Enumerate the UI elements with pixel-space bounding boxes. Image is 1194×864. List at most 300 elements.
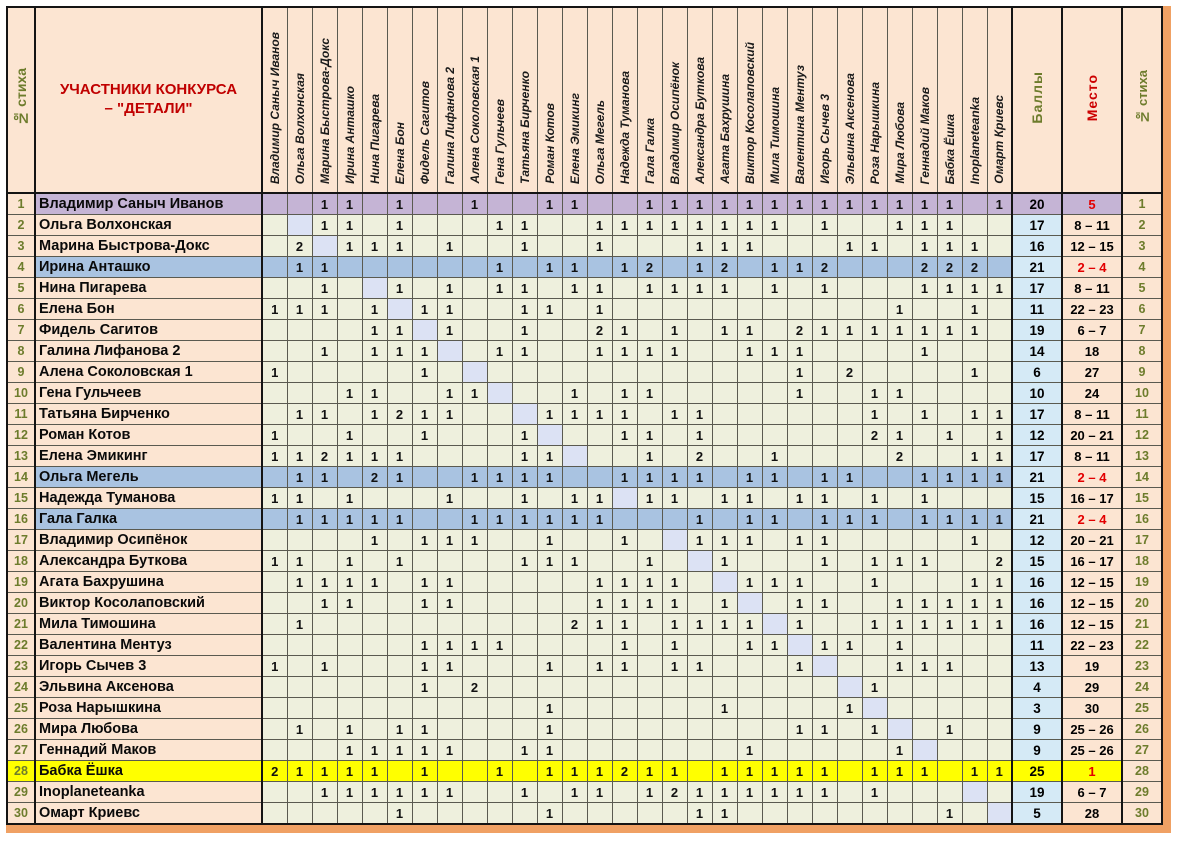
vote-cell xyxy=(537,215,562,236)
vote-cell xyxy=(462,446,487,467)
vote-cell xyxy=(962,677,987,698)
participant-name: Владимир Осипёнок xyxy=(35,530,262,551)
vote-cell xyxy=(437,614,462,635)
vote-cell: 2 xyxy=(612,761,637,782)
vote-cell: 1 xyxy=(737,488,762,509)
vote-cell xyxy=(862,278,887,299)
vote-cell xyxy=(487,320,512,341)
vote-cell: 1 xyxy=(387,740,412,761)
vote-cell: 1 xyxy=(712,593,737,614)
vote-cell: 1 xyxy=(962,761,987,782)
vote-cell: 1 xyxy=(412,677,437,698)
vote-cell: 1 xyxy=(587,593,612,614)
row-number-right: 16 xyxy=(1122,509,1162,530)
vote-cell xyxy=(762,362,787,383)
vote-cell xyxy=(787,278,812,299)
vote-cell xyxy=(787,509,812,530)
vote-cell xyxy=(912,740,937,761)
vote-cell xyxy=(937,572,962,593)
vote-cell: 1 xyxy=(862,193,887,215)
vote-cell: 2 xyxy=(262,761,287,782)
vote-cell: 1 xyxy=(512,215,537,236)
vote-cell xyxy=(462,257,487,278)
vote-cell xyxy=(512,383,537,404)
vote-cell xyxy=(762,593,787,614)
vote-cell: 1 xyxy=(912,761,937,782)
participant-name: Гена Гульчеев xyxy=(35,383,262,404)
vote-cell xyxy=(537,677,562,698)
vote-cell xyxy=(862,803,887,825)
vote-cell: 1 xyxy=(387,467,412,488)
table-row xyxy=(7,761,1162,782)
vote-cell xyxy=(812,383,837,404)
vote-cell xyxy=(862,698,887,719)
poem-number-header-right xyxy=(1122,7,1162,193)
vote-cell xyxy=(487,593,512,614)
vote-cell xyxy=(987,299,1012,320)
vote-cell: 1 xyxy=(437,782,462,803)
vote-cell: 1 xyxy=(562,257,587,278)
participant-header-label: Елена Бон xyxy=(392,121,407,184)
vote-cell: 1 xyxy=(387,236,412,257)
vote-cell xyxy=(462,299,487,320)
vote-cell: 1 xyxy=(287,761,312,782)
row-number-left: 27 xyxy=(7,740,35,761)
vote-cell xyxy=(312,698,337,719)
vote-cell xyxy=(987,320,1012,341)
vote-cell: 1 xyxy=(562,551,587,572)
participant-name: Надежда Туманова xyxy=(35,488,262,509)
vote-cell xyxy=(612,193,637,215)
vote-cell xyxy=(487,803,512,825)
vote-cell xyxy=(887,782,912,803)
vote-cell xyxy=(762,677,787,698)
vote-cell: 1 xyxy=(412,761,437,782)
vote-cell xyxy=(712,467,737,488)
vote-cell: 1 xyxy=(287,446,312,467)
vote-cell: 1 xyxy=(387,719,412,740)
vote-cell xyxy=(962,782,987,803)
vote-cell: 1 xyxy=(662,572,687,593)
place-column-header-label: Место xyxy=(1084,73,1100,122)
vote-cell xyxy=(662,236,687,257)
vote-cell xyxy=(712,719,737,740)
vote-cell xyxy=(487,551,512,572)
row-number-right: 9 xyxy=(1122,362,1162,383)
vote-cell xyxy=(287,782,312,803)
vote-cell: 1 xyxy=(487,761,512,782)
vote-cell: 1 xyxy=(587,572,612,593)
vote-cell xyxy=(887,236,912,257)
vote-cell: 1 xyxy=(437,278,462,299)
vote-cell xyxy=(837,614,862,635)
vote-cell xyxy=(387,572,412,593)
vote-cell xyxy=(437,341,462,362)
vote-cell xyxy=(862,530,887,551)
vote-cell xyxy=(337,362,362,383)
participant-header-label: Мила Тимошина xyxy=(767,86,782,184)
vote-cell: 1 xyxy=(562,488,587,509)
participant-header-label: Валентина Ментуз xyxy=(792,64,807,184)
vote-cell xyxy=(287,593,312,614)
score-cell: 16 xyxy=(1012,593,1062,614)
vote-cell xyxy=(762,299,787,320)
vote-cell xyxy=(587,362,612,383)
table-row xyxy=(7,782,1162,803)
vote-cell xyxy=(737,362,762,383)
vote-cell xyxy=(412,383,437,404)
vote-cell xyxy=(737,656,762,677)
vote-cell xyxy=(712,299,737,320)
vote-cell: 1 xyxy=(712,782,737,803)
vote-cell: 1 xyxy=(687,193,712,215)
vote-cell xyxy=(462,740,487,761)
vote-cell xyxy=(312,677,337,698)
participant-header xyxy=(562,7,587,193)
vote-cell xyxy=(712,656,737,677)
vote-cell xyxy=(987,782,1012,803)
vote-cell: 1 xyxy=(762,215,787,236)
vote-cell: 1 xyxy=(362,446,387,467)
participant-header-label: Роман Котов xyxy=(542,103,557,184)
vote-cell: 1 xyxy=(862,761,887,782)
vote-cell: 1 xyxy=(712,551,737,572)
participant-header xyxy=(812,7,837,193)
vote-cell: 1 xyxy=(387,320,412,341)
vote-cell: 1 xyxy=(387,803,412,825)
vote-cell: 1 xyxy=(687,803,712,825)
row-number-right: 2 xyxy=(1122,215,1162,236)
place-cell: 20 – 21 xyxy=(1062,530,1122,551)
place-cell: 25 – 26 xyxy=(1062,719,1122,740)
vote-cell: 1 xyxy=(637,446,662,467)
participant-header xyxy=(662,7,687,193)
vote-cell xyxy=(837,803,862,825)
vote-cell: 1 xyxy=(312,593,337,614)
vote-cell: 1 xyxy=(512,320,537,341)
vote-cell: 1 xyxy=(812,530,837,551)
vote-cell xyxy=(587,530,612,551)
vote-cell xyxy=(687,572,712,593)
participant-header-label: Ирина Анташко xyxy=(342,86,357,184)
table-row xyxy=(7,593,1162,614)
vote-cell xyxy=(337,698,362,719)
vote-cell: 1 xyxy=(962,530,987,551)
row-number-right: 25 xyxy=(1122,698,1162,719)
vote-cell xyxy=(287,635,312,656)
row-number-left: 30 xyxy=(7,803,35,825)
row-number-left: 14 xyxy=(7,467,35,488)
vote-cell: 1 xyxy=(662,193,687,215)
row-number-left: 28 xyxy=(7,761,35,782)
vote-cell xyxy=(462,341,487,362)
participant-header xyxy=(987,7,1012,193)
vote-cell xyxy=(562,362,587,383)
vote-cell: 1 xyxy=(387,509,412,530)
vote-cell: 1 xyxy=(462,193,487,215)
vote-cell xyxy=(462,278,487,299)
vote-cell xyxy=(462,572,487,593)
participant-header xyxy=(737,7,762,193)
vote-cell xyxy=(687,488,712,509)
vote-cell: 1 xyxy=(462,635,487,656)
vote-cell: 1 xyxy=(762,193,787,215)
table-row xyxy=(7,803,1162,825)
vote-cell: 1 xyxy=(987,425,1012,446)
place-cell: 8 – 11 xyxy=(1062,278,1122,299)
vote-cell: 1 xyxy=(437,404,462,425)
vote-cell xyxy=(337,635,362,656)
vote-cell: 2 xyxy=(687,446,712,467)
participant-name: Игорь Сычев 3 xyxy=(35,656,262,677)
table-row xyxy=(7,299,1162,320)
vote-cell xyxy=(937,677,962,698)
vote-cell xyxy=(712,677,737,698)
participant-header-label: Виктор Косолаповский xyxy=(742,41,757,184)
row-number-left: 23 xyxy=(7,656,35,677)
vote-cell: 1 xyxy=(662,761,687,782)
table-row xyxy=(7,677,1162,698)
vote-cell xyxy=(537,278,562,299)
vote-cell xyxy=(637,614,662,635)
poem-number-header-left xyxy=(7,7,35,193)
vote-cell xyxy=(612,719,637,740)
vote-cell xyxy=(837,278,862,299)
vote-cell: 1 xyxy=(437,299,462,320)
vote-cell xyxy=(487,782,512,803)
vote-cell xyxy=(637,299,662,320)
place-cell: 22 – 23 xyxy=(1062,299,1122,320)
vote-cell xyxy=(587,551,612,572)
vote-cell: 1 xyxy=(437,530,462,551)
participant-header xyxy=(287,7,312,193)
vote-cell: 1 xyxy=(662,656,687,677)
vote-cell xyxy=(787,467,812,488)
vote-cell xyxy=(837,593,862,614)
vote-cell: 1 xyxy=(912,320,937,341)
vote-cell xyxy=(862,593,887,614)
vote-cell: 1 xyxy=(312,656,337,677)
table-row xyxy=(7,215,1162,236)
place-cell: 18 xyxy=(1062,341,1122,362)
row-number-right: 28 xyxy=(1122,761,1162,782)
vote-cell xyxy=(462,488,487,509)
vote-cell: 1 xyxy=(712,761,737,782)
vote-cell: 1 xyxy=(862,782,887,803)
vote-cell xyxy=(887,488,912,509)
vote-cell xyxy=(787,551,812,572)
vote-cell: 1 xyxy=(962,320,987,341)
row-number-right: 1 xyxy=(1122,193,1162,215)
vote-cell: 1 xyxy=(762,635,787,656)
vote-cell xyxy=(962,740,987,761)
vote-cell xyxy=(662,383,687,404)
vote-cell: 1 xyxy=(762,257,787,278)
vote-cell xyxy=(412,698,437,719)
participant-header xyxy=(912,7,937,193)
vote-cell: 1 xyxy=(437,656,462,677)
vote-cell xyxy=(387,362,412,383)
vote-cell xyxy=(387,656,412,677)
vote-cell xyxy=(687,341,712,362)
vote-cell: 1 xyxy=(962,236,987,257)
vote-cell: 1 xyxy=(962,446,987,467)
table-row xyxy=(7,425,1162,446)
participant-header xyxy=(612,7,637,193)
vote-cell: 1 xyxy=(437,383,462,404)
place-cell: 5 xyxy=(1062,193,1122,215)
vote-cell: 1 xyxy=(837,635,862,656)
vote-cell: 1 xyxy=(362,530,387,551)
vote-cell: 1 xyxy=(987,761,1012,782)
table-row xyxy=(7,278,1162,299)
vote-cell xyxy=(787,446,812,467)
vote-cell xyxy=(412,320,437,341)
vote-cell: 1 xyxy=(612,614,637,635)
vote-cell: 1 xyxy=(787,257,812,278)
vote-cell xyxy=(487,572,512,593)
vote-cell xyxy=(487,698,512,719)
vote-cell xyxy=(462,320,487,341)
vote-cell xyxy=(937,782,962,803)
vote-cell: 1 xyxy=(787,719,812,740)
vote-cell xyxy=(562,467,587,488)
vote-cell xyxy=(837,341,862,362)
vote-cell: 1 xyxy=(937,593,962,614)
vote-cell: 1 xyxy=(587,215,612,236)
vote-cell: 1 xyxy=(937,425,962,446)
vote-cell: 1 xyxy=(612,320,637,341)
vote-cell: 1 xyxy=(412,656,437,677)
vote-cell xyxy=(487,740,512,761)
vote-cell xyxy=(812,803,837,825)
vote-cell: 1 xyxy=(287,488,312,509)
vote-cell: 1 xyxy=(687,509,712,530)
vote-cell: 1 xyxy=(362,509,387,530)
vote-cell: 1 xyxy=(687,530,712,551)
vote-cell xyxy=(587,698,612,719)
vote-cell: 1 xyxy=(587,299,612,320)
vote-cell: 1 xyxy=(887,299,912,320)
vote-cell xyxy=(862,362,887,383)
vote-cell: 1 xyxy=(537,761,562,782)
row-number-left: 26 xyxy=(7,719,35,740)
place-cell: 6 – 7 xyxy=(1062,320,1122,341)
vote-cell xyxy=(312,383,337,404)
vote-cell xyxy=(337,299,362,320)
vote-cell xyxy=(562,677,587,698)
vote-cell xyxy=(912,446,937,467)
vote-cell: 2 xyxy=(962,257,987,278)
vote-cell: 1 xyxy=(312,467,337,488)
vote-cell: 1 xyxy=(562,761,587,782)
vote-cell xyxy=(737,719,762,740)
vote-cell: 1 xyxy=(262,362,287,383)
table-row xyxy=(7,446,1162,467)
vote-cell: 1 xyxy=(737,193,762,215)
vote-cell xyxy=(912,425,937,446)
score-cell: 9 xyxy=(1012,719,1062,740)
vote-cell xyxy=(362,719,387,740)
vote-cell xyxy=(962,425,987,446)
vote-cell xyxy=(812,446,837,467)
vote-cell: 1 xyxy=(987,467,1012,488)
vote-cell xyxy=(962,383,987,404)
vote-cell: 1 xyxy=(287,719,312,740)
vote-cell xyxy=(787,698,812,719)
vote-cell xyxy=(337,404,362,425)
vote-cell: 1 xyxy=(712,530,737,551)
row-number-right: 17 xyxy=(1122,530,1162,551)
vote-cell xyxy=(337,530,362,551)
vote-cell: 1 xyxy=(787,530,812,551)
row-number-left: 18 xyxy=(7,551,35,572)
vote-cell: 1 xyxy=(887,383,912,404)
vote-cell xyxy=(512,761,537,782)
vote-cell xyxy=(887,341,912,362)
vote-cell: 1 xyxy=(637,551,662,572)
vote-cell: 1 xyxy=(487,509,512,530)
vote-cell: 1 xyxy=(612,257,637,278)
vote-cell: 1 xyxy=(387,193,412,215)
vote-cell xyxy=(837,551,862,572)
participant-header-label: Марина Быстрова-Докс xyxy=(317,38,332,184)
vote-cell: 1 xyxy=(437,740,462,761)
vote-cell xyxy=(887,530,912,551)
vote-cell: 1 xyxy=(437,236,462,257)
vote-cell: 1 xyxy=(312,215,337,236)
vote-cell xyxy=(362,698,387,719)
vote-cell xyxy=(412,257,437,278)
participant-name: Владимир Саныч Иванов xyxy=(35,193,262,215)
score-cell: 11 xyxy=(1012,299,1062,320)
vote-cell: 1 xyxy=(612,215,637,236)
vote-cell xyxy=(637,698,662,719)
row-number-left: 10 xyxy=(7,383,35,404)
vote-cell xyxy=(412,193,437,215)
vote-cell: 1 xyxy=(337,193,362,215)
vote-cell xyxy=(487,404,512,425)
table-row xyxy=(7,404,1162,425)
contest-title-line1: УЧАСТНИКИ КОНКУРСА xyxy=(59,81,238,99)
score-cell: 17 xyxy=(1012,278,1062,299)
vote-cell xyxy=(737,677,762,698)
score-cell: 12 xyxy=(1012,425,1062,446)
vote-cell xyxy=(387,593,412,614)
vote-cell: 1 xyxy=(437,320,462,341)
row-number-left: 4 xyxy=(7,257,35,278)
vote-cell: 1 xyxy=(362,320,387,341)
vote-cell: 1 xyxy=(712,236,737,257)
vote-cell xyxy=(962,488,987,509)
vote-cell: 1 xyxy=(537,719,562,740)
vote-cell: 1 xyxy=(912,656,937,677)
vote-cell: 1 xyxy=(887,761,912,782)
vote-cell: 1 xyxy=(712,614,737,635)
score-cell: 5 xyxy=(1012,803,1062,825)
vote-cell xyxy=(312,236,337,257)
place-cell: 2 – 4 xyxy=(1062,509,1122,530)
vote-cell xyxy=(537,572,562,593)
vote-cell: 2 xyxy=(662,782,687,803)
vote-cell xyxy=(712,635,737,656)
vote-cell xyxy=(662,551,687,572)
vote-cell: 1 xyxy=(787,341,812,362)
vote-cell: 1 xyxy=(412,425,437,446)
vote-cell: 1 xyxy=(312,299,337,320)
vote-cell xyxy=(637,362,662,383)
vote-cell: 1 xyxy=(537,803,562,825)
